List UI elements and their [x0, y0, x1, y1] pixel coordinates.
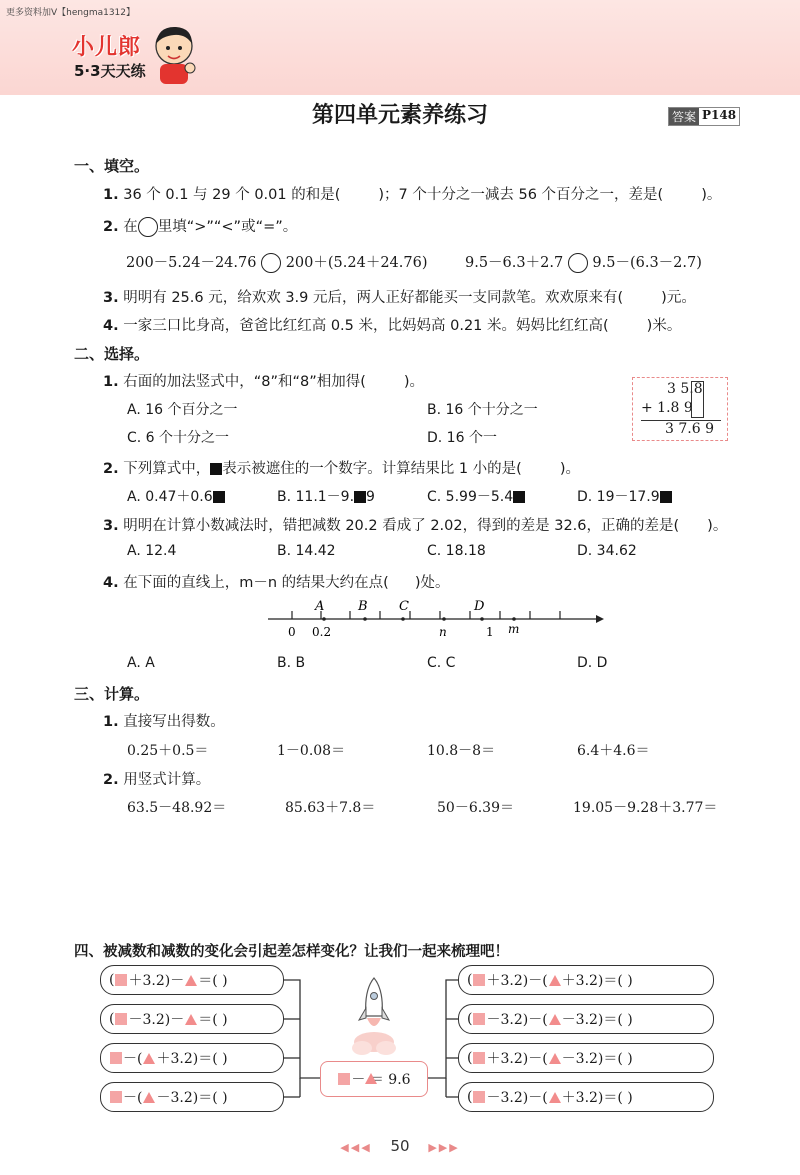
pill-text: ＝( ) — [198, 1012, 228, 1028]
right-arrows-icon: ▶▶▶ — [428, 1141, 460, 1154]
pill-text: －( — [123, 1051, 143, 1067]
page-number: 50 — [390, 1137, 410, 1155]
pill-text: ( — [109, 972, 115, 988]
compare-circle-icon — [138, 217, 158, 237]
s3-q1-item-2: 1－0.08＝ — [277, 743, 346, 759]
center-text: － ＝ 9.6 — [351, 1072, 411, 1088]
s2-q1-option-a[interactable]: A. 16 个百分之一 — [127, 402, 238, 418]
right-pill-3 — [458, 1043, 714, 1073]
section-2-title: 二、选择。 — [74, 345, 150, 363]
q3-end: )。 — [707, 518, 728, 534]
q4-end: )处。 — [414, 575, 450, 591]
q2-text-c: )。 — [559, 461, 580, 477]
square-icon — [115, 1013, 127, 1025]
s2-q3-option-a[interactable]: A. 12.4 — [127, 543, 177, 559]
q1-text-a: 36 个 0.1 与 29 个 0.01 的和是( — [123, 187, 341, 203]
pill-text: ＋3.2)＝( ) — [156, 1051, 228, 1067]
q1-end: )。 — [403, 374, 425, 390]
s2-q3-option-c[interactable]: C. 18.18 — [427, 543, 486, 559]
highlight-digit-box — [691, 381, 704, 418]
s3-q1-item-1: 0.25＋0.5＝ — [127, 743, 209, 759]
left-pill-1 — [100, 965, 284, 995]
pill-text: ＋3.2)－ — [128, 973, 185, 989]
point-label-c: C — [399, 599, 409, 614]
pill-text: －3.2)－( — [486, 1090, 548, 1106]
s1-question-4 — [103, 314, 681, 335]
option-tail: 9 — [366, 489, 375, 505]
pill-text: －( — [123, 1090, 143, 1106]
tick-label-m: m — [508, 622, 520, 636]
s2-q4-option-b[interactable]: B. B — [277, 655, 306, 671]
question-number: 3. — [103, 518, 119, 534]
hidden-digit-icon — [210, 463, 222, 475]
s3-q2-item-1: 63.5－48.92＝ — [127, 800, 227, 816]
promo-text: 更多资料加V【hengma1312】 — [6, 8, 136, 18]
s2-q1-option-c[interactable]: C. 6 个十分之一 — [127, 430, 230, 446]
s2-q1-option-b[interactable]: B. 16 个十分之一 — [427, 402, 538, 418]
question-number: 4. — [103, 575, 119, 591]
tick-label-1: 1 — [486, 625, 494, 639]
triangle-icon — [143, 1053, 155, 1064]
vertical-row-2: + 1.8 9 — [641, 400, 693, 416]
triangle-icon — [549, 975, 561, 986]
option-text: A. 0.47＋0.6 — [127, 489, 213, 505]
pill-text: ( — [467, 1089, 473, 1105]
point-label-d: D — [474, 599, 485, 614]
s2-q2-option-b[interactable] — [277, 486, 375, 506]
s2-q2-option-d[interactable] — [577, 486, 672, 506]
square-icon — [115, 974, 127, 986]
triangle-icon — [549, 1092, 561, 1103]
s1-question-2 — [103, 215, 297, 237]
s2-question-4 — [103, 571, 449, 592]
pill-text: －3.2)＝( ) — [156, 1090, 228, 1106]
s3-q2-item-4: 19.05－9.28＋3.77＝ — [573, 800, 718, 816]
hidden-digit-icon — [513, 491, 525, 503]
square-icon — [473, 1091, 485, 1103]
vertical-addition-box — [632, 377, 728, 441]
answer-key-page: P148 — [702, 108, 737, 122]
q2-text-b: 表示被遮住的一个数字。计算结果比 1 小的是( — [222, 461, 522, 477]
s3-q2-item-3: 50－6.39＝ — [437, 800, 514, 816]
compare-circle-icon[interactable] — [568, 253, 588, 273]
compare-left-1: 200－5.24－24.76 — [126, 255, 257, 271]
square-icon — [473, 1052, 485, 1064]
pill-text: ＋3.2)－( — [486, 1051, 548, 1067]
answer-key-ref — [668, 107, 740, 126]
s3-question-1 — [103, 710, 225, 731]
compare-right-1: 200＋(5.24＋24.76) — [285, 255, 428, 271]
question-number: 2. — [103, 219, 119, 235]
tick-label-n: n — [439, 625, 447, 639]
left-arrows-icon: ◀◀◀ — [340, 1141, 372, 1154]
option-text: D. 19－17.9 — [577, 489, 660, 505]
q4-text-b: )米。 — [646, 318, 682, 334]
page-footer — [0, 1137, 800, 1155]
q1-text-b: )；7 个十分之一减去 56 个百分之一，差是( — [378, 187, 664, 203]
s2-q4-option-c[interactable]: C. C — [427, 655, 456, 671]
pill-text: ( — [467, 1011, 473, 1027]
pill-text: －3.2)＝( ) — [561, 1051, 633, 1067]
q4-text-a: 一家三口比身高，爸爸比红红高 0.5 米，比妈妈高 0.21 米。妈妈比红红高( — [123, 318, 609, 334]
s1-q2-compare-1 — [126, 251, 428, 273]
s2-question-2 — [103, 457, 580, 478]
left-pill-4 — [100, 1082, 284, 1112]
s2-q3-option-d[interactable]: D. 34.62 — [577, 543, 637, 559]
s2-q3-option-b[interactable]: B. 14.42 — [277, 543, 336, 559]
triangle-icon — [549, 1014, 561, 1025]
section-4-title: 四、被减数和减数的变化会引起差怎样变化？让我们一起来梳理吧！ — [74, 944, 509, 960]
vertical-row-1: 3 5.8 — [667, 381, 703, 397]
s3-q2-item-2: 85.63＋7.8＝ — [285, 800, 376, 816]
q3-text-a: 明明有 25.6 元，给欢欢 3.9 元后，两人正好都能买一支同款笔。欢欢原来有( — [123, 290, 624, 306]
triangle-icon — [185, 1014, 197, 1025]
hidden-digit-icon — [354, 491, 366, 503]
option-text: B. 11.1－9. — [277, 489, 355, 505]
left-pill-3 — [100, 1043, 284, 1073]
pill-text: －3.2)－( — [486, 1012, 548, 1028]
tick-label-0: 0 — [288, 625, 296, 639]
pill-text: ＋3.2)－( — [486, 973, 548, 989]
q2-text: 用竖式计算。 — [123, 772, 211, 788]
rocket-icon — [350, 976, 398, 1060]
pill-text: －3.2)＝( ) — [561, 1012, 633, 1028]
question-number: 4. — [103, 318, 119, 334]
q3-text: 明明在计算小数减法时，错把减数 20.2 看成了 2.02，得到的差是 32.6，正确的差是( — [123, 518, 680, 534]
s2-question-1 — [103, 370, 424, 391]
s1-question-1 — [103, 183, 721, 204]
question-number: 1. — [103, 374, 119, 390]
q2-text-a: 在 — [123, 219, 138, 235]
pill-text: ＋3.2)＝( ) — [561, 1090, 633, 1106]
pill-text: ( — [467, 972, 473, 988]
pill-text: －3.2)－ — [128, 1012, 185, 1028]
pill-text: ＋3.2)＝( ) — [561, 973, 633, 989]
boy-mascot-icon — [148, 22, 200, 86]
pill-text: ( — [467, 1050, 473, 1066]
point-label-b: B — [358, 599, 368, 614]
q3-text-b: )元。 — [661, 290, 696, 306]
pill-text: ＝( ) — [198, 973, 228, 989]
q1-text-c: )。 — [701, 187, 722, 203]
pill-text: ( — [109, 1011, 115, 1027]
triangle-icon — [143, 1092, 155, 1103]
triangle-icon — [365, 1073, 377, 1084]
q4-text: 在下面的直线上，m－n 的结果大约在点( — [123, 575, 389, 591]
section-1-title: 一、填空。 — [74, 157, 150, 175]
compare-circle-icon[interactable] — [261, 253, 281, 273]
s2-q1-option-d[interactable]: D. 16 个一 — [427, 430, 497, 446]
s2-q4-option-d[interactable]: D. D — [577, 655, 608, 671]
s3-question-2 — [103, 768, 210, 789]
logo-name: 小儿郎 — [72, 35, 142, 60]
option-text: C. 5.99－5.4 — [427, 489, 514, 505]
number-line — [260, 598, 605, 640]
triangle-icon — [549, 1053, 561, 1064]
triangle-icon — [185, 975, 197, 986]
question-number: 1. — [103, 714, 119, 730]
square-icon — [473, 1013, 485, 1025]
square-icon — [473, 974, 485, 986]
question-number: 1. — [103, 187, 119, 203]
hidden-digit-icon — [660, 491, 672, 503]
point-label-a: A — [315, 599, 325, 614]
compare-right-2: 9.5－(6.3－2.7) — [592, 255, 702, 271]
square-icon — [110, 1091, 122, 1103]
s2-q2-option-a[interactable] — [127, 486, 225, 506]
page-title: 第四单元素养练习 — [311, 103, 488, 128]
vertical-row-3: 3 7.6 9 — [665, 421, 714, 437]
right-pill-4 — [458, 1082, 714, 1112]
question-number: 2. — [103, 461, 119, 477]
q2-text-b: 里填“>”“<”或“=”。 — [157, 219, 298, 235]
question-number: 2. — [103, 772, 119, 788]
right-pill-1 — [458, 965, 714, 995]
s1-q2-compare-2 — [465, 251, 702, 273]
q1-text: 直接写出得数。 — [123, 714, 225, 730]
s3-q1-item-4: 6.4＋4.6＝ — [577, 743, 650, 759]
s3-q1-item-3: 10.8－8＝ — [427, 743, 496, 759]
left-pill-2 — [100, 1004, 284, 1034]
q1-text: 右面的加法竖式中，“8”和“8”相加得( — [123, 374, 366, 390]
section-3-title: 三、计算。 — [74, 685, 150, 703]
square-icon — [110, 1052, 122, 1064]
s2-question-3 — [103, 514, 727, 535]
q2-text-a: 下列算式中， — [123, 461, 211, 477]
s1-question-3 — [103, 286, 696, 307]
s2-q2-option-c[interactable] — [427, 486, 525, 506]
hidden-digit-icon — [213, 491, 225, 503]
right-pill-2 — [458, 1004, 714, 1034]
logo-subtitle: 5·3天天练 — [74, 62, 146, 80]
question-number: 3. — [103, 290, 119, 306]
compare-left-2: 9.5－6.3＋2.7 — [465, 255, 564, 271]
answer-key-label: 答案 — [669, 108, 699, 125]
s2-q4-option-a[interactable]: A. A — [127, 655, 155, 671]
square-icon — [338, 1073, 350, 1085]
tick-label-02: 0.2 — [312, 625, 332, 639]
